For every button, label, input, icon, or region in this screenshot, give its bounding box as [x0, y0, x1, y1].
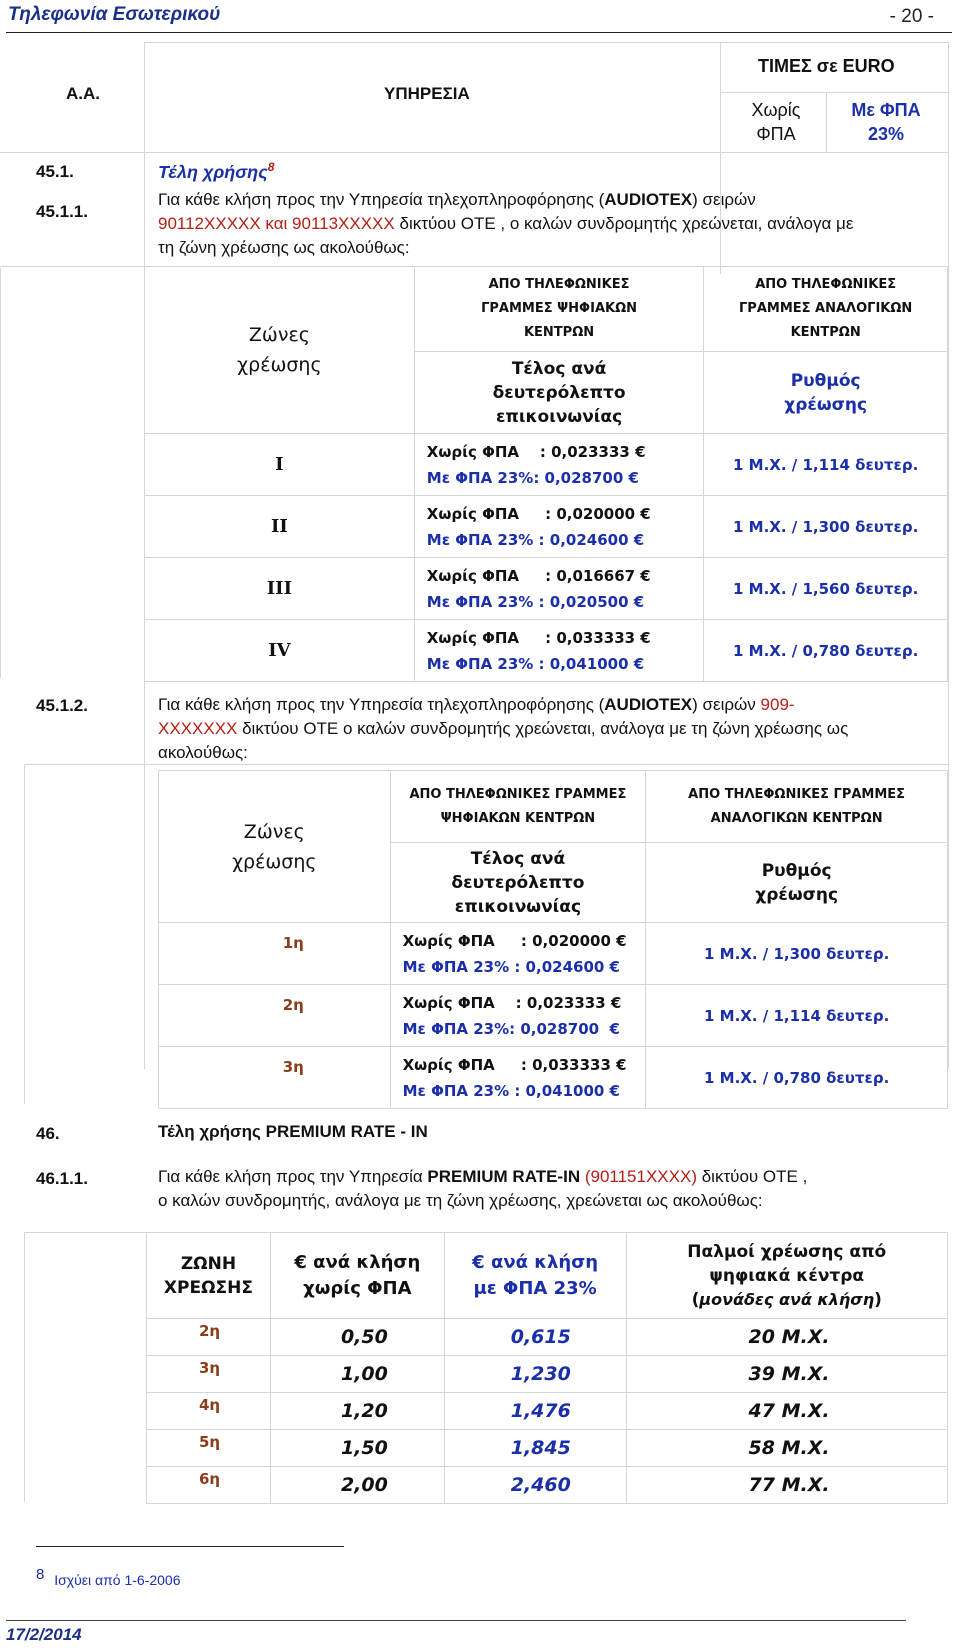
table-row [145, 620, 948, 682]
table-row [159, 1047, 948, 1109]
text-run: δικτύου ΟΤΕ , ο καλών συνδρομητής χρεώνεται, ανάλογα με [394, 214, 854, 233]
section-46-1-1-text [158, 1165, 948, 1213]
section-45-1-1-number: 45.1.1. [36, 202, 88, 221]
text-run: 909- [760, 695, 795, 714]
fee-cell [414, 496, 704, 558]
table-row [147, 1356, 948, 1393]
text-run: Για κάθε κλήση προς την Υπηρεσία τηλεχοπληροφόρησης ( [158, 190, 605, 209]
fee-no-vat: Χωρίς ΦΠΑ : 0,033333 € [426, 628, 651, 647]
pulses-cell: 47 Μ.Χ. [626, 1393, 947, 1430]
text-run: PREMIUM RATE-IN [427, 1167, 581, 1186]
rate-cell: 1 Μ.Χ. / 0,780 δευτερ. [704, 620, 948, 682]
table-row [145, 496, 948, 558]
zone-cell [147, 1430, 271, 1467]
grid-line [0, 152, 948, 153]
grid-line [720, 92, 948, 93]
fee-with-vat: Με ΦΠΑ 23% : 0,024600 € [402, 957, 620, 976]
pulses-cell: 77 Μ.Χ. [626, 1467, 947, 1504]
col-header-with-vat: € ανά κλήση με ΦΠΑ 23% [444, 1233, 626, 1319]
text-run: Για κάθε κλήση προς την Υπηρεσία [158, 1167, 428, 1186]
footer-divider [6, 1620, 906, 1621]
fee-with-vat: Με ΦΠΑ 23% : 0,041000 € [426, 654, 645, 673]
col-header-zone: ΖΩΝΗ ΧΡΕΩΣΗΣ [147, 1233, 271, 1319]
fee-with-vat: Με ΦΠΑ 23% : 0,024600 € [426, 530, 645, 549]
grid-line [144, 42, 948, 43]
zone-cell [147, 1467, 271, 1504]
text-run: XXXXXXX [158, 719, 238, 738]
text-run: ) [874, 1289, 882, 1310]
no-vat-cell: 0,50 [270, 1319, 444, 1356]
no-vat-cell: 1,50 [270, 1430, 444, 1467]
table-row [147, 1430, 948, 1467]
text-run: AUDIOTEX [604, 190, 693, 209]
section-45-1-2-text [158, 693, 948, 765]
section-45-1-title-text: Τέλη χρήσης [158, 162, 268, 182]
fee-with-vat: Με ΦΠΑ 23%: 0,028700 € [402, 1019, 620, 1038]
zone-cell [147, 1319, 271, 1356]
table-row [147, 1467, 948, 1504]
digital-header: ΑΠΟ ΤΗΛΕΦΩΝΙΚΕΣ ΓΡΑΜΜΕΣ ΨΗΦΙΑΚΩΝ ΚΕΝΤΡΩΝ [390, 771, 646, 843]
table-row [145, 434, 948, 496]
rate-label: Ρυθμός χρέωσης [704, 352, 948, 434]
footer-date: 17/2/2014 [6, 1625, 82, 1644]
col-header-no-vat: € ανά κλήση χωρίς ΦΠΑ [270, 1233, 444, 1319]
page-number: - 20 - [889, 6, 934, 27]
no-vat-cell: 1,20 [270, 1393, 444, 1430]
text-run: μονάδες ανά κλήση [699, 1289, 875, 1309]
table-45-1-2 [158, 770, 948, 1109]
rate-cell: 1 Μ.Χ. / 0,780 δευτερ. [646, 1047, 948, 1109]
section-46-1-1-number: 46.1.1. [36, 1169, 88, 1188]
zone-label: 3η [282, 1058, 304, 1076]
text-run: ο καλών συνδρομητής, ανάλογα με τη ζώνη χρέωσης, χρεώνεται ως ακολούθως: [158, 1191, 763, 1210]
zone-label: 2η [199, 1322, 221, 1340]
footnote-divider [36, 1546, 344, 1547]
col-header-service: ΥΠΗΡΕΣΙΑ [384, 84, 470, 103]
analog-header: ΑΠΟ ΤΗΛΕΦΩΝΙΚΕΣ ΓΡΑΜΜΕΣ ΑΝΑΛΟΓΙΚΩΝ ΚΕΝΤΡΩΝ [646, 771, 948, 843]
zone-cell [147, 1356, 271, 1393]
section-45-1-2-number: 45.1.2. [36, 696, 88, 715]
rate-cell: 1 Μ.Χ. / 1,560 δευτερ. [704, 558, 948, 620]
zones-label: Ζώνες χρέωσης [159, 771, 391, 923]
section-45-1-title [158, 160, 274, 183]
grid-line [0, 268, 1, 678]
text-run: δικτύου ΟΤΕ ο καλών συνδρομητής χρεώνεται, ανάλογα με τη ζώνη χρέωσης ως [237, 719, 849, 738]
rate-cell: 1 Μ.Χ. / 1,114 δευτερ. [704, 434, 948, 496]
fee-with-vat: Με ΦΠΑ 23% : 0,020500 € [426, 592, 645, 611]
zone-label: 2η [282, 996, 304, 1014]
zone-label: 3η [199, 1359, 221, 1377]
footnote-ref: 8 [267, 160, 275, 174]
fee-label: Τέλος ανά δευτερόλεπτο επικοινωνίας [390, 843, 646, 923]
section-46-number: 46. [36, 1124, 60, 1143]
zone-label: 1η [282, 934, 304, 952]
col-header-pulses [626, 1233, 947, 1319]
zone-cell: IV [145, 620, 415, 682]
zone-label: 4η [199, 1396, 221, 1414]
zone-cell: I [145, 434, 415, 496]
fee-cell [390, 923, 646, 985]
rate-cell: 1 Μ.Χ. / 1,300 δευτερ. [646, 923, 948, 985]
table-46-1-1 [146, 1232, 948, 1504]
grid-line [24, 764, 25, 1104]
rate-cell: 1 Μ.Χ. / 1,300 δευτερ. [704, 496, 948, 558]
text-run: δικτύου ΟΤΕ , [696, 1167, 808, 1186]
with-vat-cell: 2,460 [444, 1467, 626, 1504]
grid-line [24, 764, 948, 765]
zone-cell: III [145, 558, 415, 620]
grid-line [24, 1232, 25, 1502]
fee-cell [390, 1047, 646, 1109]
fee-label: Τέλος ανά δευτερόλεπτο επικοινωνίας [414, 352, 704, 434]
text-run: ) σειρών [692, 190, 756, 209]
fee-no-vat: Χωρίς ΦΠΑ : 0,016667 € [426, 566, 651, 585]
fee-with-vat: Με ΦΠΑ 23%: 0,028700 € [426, 468, 639, 487]
table-row [159, 985, 948, 1047]
analog-header: ΑΠΟ ΤΗΛΕΦΩΝΙΚΕΣ ΓΡΑΜΜΕΣ ΑΝΑΛΟΓΙΚΩΝ ΚΕΝΤΡΩΝ [704, 267, 948, 352]
zone-cell [147, 1393, 271, 1430]
zone-label: 6η [199, 1470, 221, 1488]
table-45-1-1 [144, 266, 948, 682]
text-run: AUDIOTEX [604, 695, 693, 714]
fee-no-vat: Χωρίς ΦΠΑ : 0,033333 € [402, 1055, 627, 1074]
fee-cell [390, 985, 646, 1047]
text-run: Για κάθε κλήση προς την Υπηρεσία τηλεχοπληροφόρησης ( [158, 695, 605, 714]
fee-no-vat: Χωρίς ΦΠΑ : 0,023333 € [426, 442, 646, 461]
col-header-prices: ΤΙΜΕΣ σε EURO [758, 56, 895, 76]
rate-label: Ρυθμός χρέωσης [646, 843, 948, 923]
table-row [147, 1393, 948, 1430]
header-divider [6, 32, 952, 33]
table-row [147, 1319, 948, 1356]
zone-label: 5η [199, 1433, 221, 1451]
zone-cell [159, 985, 391, 1047]
no-vat-cell: 1,00 [270, 1356, 444, 1393]
text-run: Παλμοί χρέωσης από ψηφιακά κέντρα ( [687, 1241, 887, 1310]
with-vat-cell: 0,615 [444, 1319, 626, 1356]
pulses-cell: 20 Μ.Χ. [626, 1319, 947, 1356]
footnote-number: 8 [36, 1566, 45, 1583]
with-vat-cell: 1,845 [444, 1430, 626, 1467]
table-row [159, 923, 948, 985]
text-run: (901151XXXX) [580, 1167, 697, 1186]
grid-line [948, 42, 949, 1069]
fee-no-vat: Χωρίς ΦΠΑ : 0,023333 € [402, 993, 622, 1012]
text-run: ακολούθως: [158, 743, 248, 762]
col-header-with-vat: Με ΦΠΑ 23% [851, 100, 921, 144]
fee-cell [414, 558, 704, 620]
fee-no-vat: Χωρίς ΦΠΑ : 0,020000 € [426, 504, 651, 523]
fee-cell [414, 620, 704, 682]
rate-cell: 1 Μ.Χ. / 1,114 δευτερ. [646, 985, 948, 1047]
with-vat-cell: 1,476 [444, 1393, 626, 1430]
fee-no-vat: Χωρίς ΦΠΑ : 0,020000 € [402, 931, 627, 950]
text-run: 90112XXXXX και 90113XXXXX [158, 214, 395, 233]
zone-cell: II [145, 496, 415, 558]
col-header-aa: Α.Α. [66, 84, 100, 103]
zone-cell [159, 923, 391, 985]
table-row [145, 558, 948, 620]
text-run: ) σειρών [692, 695, 761, 714]
col-header-no-vat: Χωρίς ΦΠΑ [751, 100, 801, 144]
fee-cell [414, 434, 704, 496]
grid-line [826, 92, 827, 152]
with-vat-cell: 1,230 [444, 1356, 626, 1393]
document-title: Τηλεφωνία Εσωτερικού [8, 4, 221, 25]
pulses-cell: 58 Μ.Χ. [626, 1430, 947, 1467]
no-vat-cell: 2,00 [270, 1467, 444, 1504]
footnote-text: Ισχύει από 1-6-2006 [54, 1571, 181, 1588]
text-run: τη ζώνη χρέωσης ως ακολούθως: [158, 238, 410, 257]
digital-header: ΑΠΟ ΤΗΛΕΦΩΝΙΚΕΣ ΓΡΑΜΜΕΣ ΨΗΦΙΑΚΩΝ ΚΕΝΤΡΩΝ [414, 267, 704, 352]
section-45-1-1-text [158, 188, 938, 260]
zones-label: Ζώνες χρέωσης [145, 267, 415, 434]
fee-with-vat: Με ΦΠΑ 23% : 0,041000 € [402, 1081, 620, 1100]
pulses-cell: 39 Μ.Χ. [626, 1356, 947, 1393]
footnote [36, 1566, 180, 1588]
section-46-title: Τέλη χρήσης PREMIUM RATE - IN [158, 1122, 428, 1141]
section-45-1-number: 45.1. [36, 162, 74, 181]
zone-cell [159, 1047, 391, 1109]
